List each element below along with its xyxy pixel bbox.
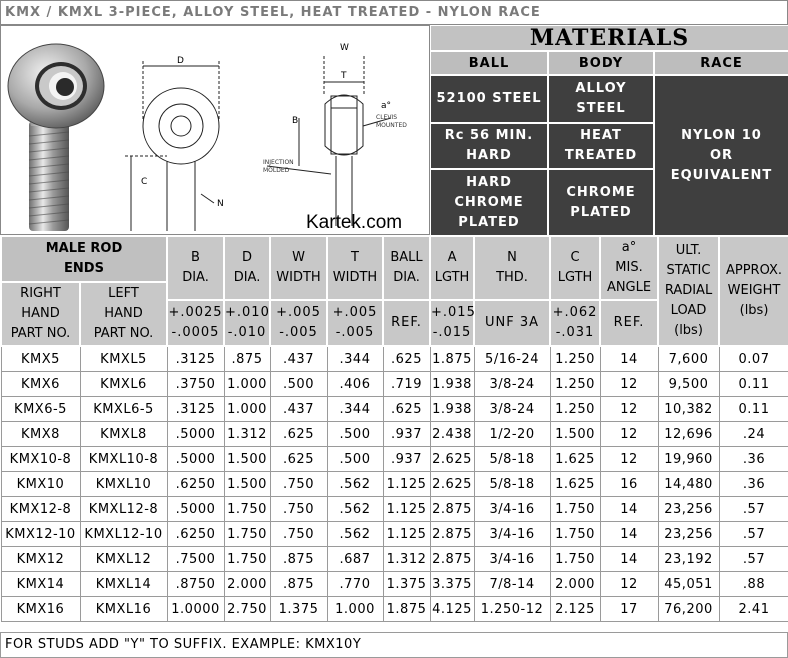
table-cell: 0.07 bbox=[719, 346, 788, 372]
left-hand-part-no: KMXL12 bbox=[80, 547, 167, 572]
injection-molded-note: INJECTION MOLDED bbox=[263, 159, 294, 174]
table-cell: .625 bbox=[270, 422, 327, 447]
table-cell: .36 bbox=[719, 472, 788, 497]
table-cell: 2.625 bbox=[430, 447, 474, 472]
table-cell: 2.625 bbox=[430, 472, 474, 497]
left-hand-part-no: KMXL12-10 bbox=[80, 522, 167, 547]
table-cell: .5000 bbox=[167, 497, 224, 522]
right-hand-part-no: KMX6 bbox=[1, 372, 80, 397]
table-cell: 1.000 bbox=[224, 372, 270, 397]
tol-d: +.010 -.010 bbox=[224, 300, 270, 346]
table-cell: .437 bbox=[270, 346, 327, 372]
front-view-drawing bbox=[125, 61, 219, 231]
right-hand-part-no: KMX12-8 bbox=[1, 497, 80, 522]
table-cell: 14 bbox=[600, 522, 658, 547]
table-cell: .625 bbox=[270, 447, 327, 472]
table-cell: .24 bbox=[719, 422, 788, 447]
table-cell: 12 bbox=[600, 397, 658, 422]
table-row bbox=[1, 346, 788, 372]
table-cell: .500 bbox=[327, 422, 383, 447]
table-cell: 12 bbox=[600, 372, 658, 397]
table-cell: 1.250 bbox=[550, 372, 600, 397]
table-cell: .5000 bbox=[167, 422, 224, 447]
page-title: KMX / KMXL 3-PIECE, ALLOY STEEL, HEAT TREATED - NYLON RACE bbox=[0, 0, 788, 25]
table-cell: 1.125 bbox=[383, 522, 430, 547]
table-cell: 1.125 bbox=[383, 472, 430, 497]
dim-b-label: B bbox=[292, 116, 299, 126]
left-hand-part-no: KMXL5 bbox=[80, 346, 167, 372]
table-cell: .750 bbox=[270, 472, 327, 497]
table-row bbox=[1, 397, 788, 422]
table-cell: .7500 bbox=[167, 547, 224, 572]
left-hand-part-no: KMXL16 bbox=[80, 597, 167, 622]
dim-w-label: W bbox=[340, 43, 349, 53]
table-cell: .500 bbox=[270, 372, 327, 397]
table-row bbox=[1, 547, 788, 572]
table-cell: 0.11 bbox=[719, 397, 788, 422]
table-cell: .875 bbox=[270, 547, 327, 572]
table-cell: .344 bbox=[327, 346, 383, 372]
col-ball-dia: BALL DIA. bbox=[383, 236, 430, 300]
table-cell: 7/8-14 bbox=[474, 572, 550, 597]
ball-material: 52100 STEEL bbox=[431, 76, 547, 122]
product-image-area bbox=[0, 25, 430, 235]
right-hand-part-no: KMX12 bbox=[1, 547, 80, 572]
clevis-mounted-note: CLEVIS MOUNTED bbox=[376, 114, 407, 129]
table-cell: .562 bbox=[327, 497, 383, 522]
right-hand-part-no: KMX6-5 bbox=[1, 397, 80, 422]
table-cell: .3125 bbox=[167, 397, 224, 422]
table-cell: 1.750 bbox=[550, 497, 600, 522]
rod-end-illustration bbox=[1, 26, 431, 236]
table-cell: 3.375 bbox=[430, 572, 474, 597]
table-cell: 5/8-18 bbox=[474, 472, 550, 497]
table-cell: 16 bbox=[600, 472, 658, 497]
materials-title: MATERIALS bbox=[431, 26, 788, 50]
table-cell: 2.41 bbox=[719, 597, 788, 622]
table-cell: .562 bbox=[327, 472, 383, 497]
table-cell: 3/4-16 bbox=[474, 497, 550, 522]
table-cell: .500 bbox=[327, 447, 383, 472]
spec-table-body bbox=[1, 346, 788, 622]
race-material: NYLON 10 OR EQUIVALENT bbox=[655, 76, 788, 235]
col-c-lgth: C LGTH bbox=[550, 236, 600, 300]
table-cell: 12,696 bbox=[658, 422, 719, 447]
table-cell: 1.875 bbox=[383, 597, 430, 622]
table-row bbox=[1, 472, 788, 497]
table-cell: 1.250 bbox=[550, 346, 600, 372]
table-cell: .406 bbox=[327, 372, 383, 397]
table-row bbox=[1, 522, 788, 547]
table-cell: .5000 bbox=[167, 447, 224, 472]
table-cell: 23,192 bbox=[658, 547, 719, 572]
dim-t-label: T bbox=[341, 71, 347, 81]
table-row bbox=[1, 447, 788, 472]
table-cell: .719 bbox=[383, 372, 430, 397]
table-cell: 2.875 bbox=[430, 547, 474, 572]
right-hand-header: RIGHT HAND PART NO. bbox=[1, 282, 80, 346]
table-cell: 1.750 bbox=[224, 547, 270, 572]
table-cell: 5/8-18 bbox=[474, 447, 550, 472]
table-cell: 76,200 bbox=[658, 597, 719, 622]
table-cell: 1.250 bbox=[550, 397, 600, 422]
table-cell: 1.625 bbox=[550, 447, 600, 472]
body-finish: CHROME PLATED bbox=[549, 170, 653, 235]
table-cell: .875 bbox=[224, 346, 270, 372]
col-radial-load: ULT. STATIC RADIAL LOAD (lbs) bbox=[658, 236, 719, 346]
table-cell: 1.938 bbox=[430, 397, 474, 422]
right-hand-part-no: KMX5 bbox=[1, 346, 80, 372]
table-cell: 1/2-20 bbox=[474, 422, 550, 447]
table-cell: 19,960 bbox=[658, 447, 719, 472]
table-cell: 2.438 bbox=[430, 422, 474, 447]
table-cell: 1.500 bbox=[224, 472, 270, 497]
table-cell: 14 bbox=[600, 346, 658, 372]
table-cell: .344 bbox=[327, 397, 383, 422]
table-cell: .3750 bbox=[167, 372, 224, 397]
table-cell: 2.125 bbox=[550, 597, 600, 622]
table-cell: 14 bbox=[600, 497, 658, 522]
table-cell: 1.500 bbox=[550, 422, 600, 447]
table-cell: 3/8-24 bbox=[474, 397, 550, 422]
materials-header-ball: BALL bbox=[431, 52, 547, 74]
tol-a: +.015 -.015 bbox=[430, 300, 474, 346]
col-t-width: T WIDTH bbox=[327, 236, 383, 300]
table-cell: 1.938 bbox=[430, 372, 474, 397]
left-hand-header: LEFT HAND PART NO. bbox=[80, 282, 167, 346]
materials-panel bbox=[430, 25, 788, 235]
col-n-thd: N THD. bbox=[474, 236, 550, 300]
table-cell: .937 bbox=[383, 422, 430, 447]
table-cell: .3125 bbox=[167, 346, 224, 372]
right-hand-part-no: KMX10 bbox=[1, 472, 80, 497]
table-cell: .937 bbox=[383, 447, 430, 472]
tol-w: +.005 -.005 bbox=[270, 300, 327, 346]
table-cell: .687 bbox=[327, 547, 383, 572]
table-cell: 45,051 bbox=[658, 572, 719, 597]
table-cell: .770 bbox=[327, 572, 383, 597]
table-cell: .437 bbox=[270, 397, 327, 422]
table-cell: 17 bbox=[600, 597, 658, 622]
table-cell: 2.875 bbox=[430, 522, 474, 547]
tol-b: +.0025 -.0005 bbox=[167, 300, 224, 346]
table-cell: 1.750 bbox=[224, 522, 270, 547]
ball-finish: HARD CHROME PLATED bbox=[431, 170, 547, 235]
col-w-width: W WIDTH bbox=[270, 236, 327, 300]
materials-header-body: BODY bbox=[549, 52, 653, 74]
table-cell: 23,256 bbox=[658, 522, 719, 547]
table-cell: 14,480 bbox=[658, 472, 719, 497]
table-cell: 23,256 bbox=[658, 497, 719, 522]
left-hand-part-no: KMXL10 bbox=[80, 472, 167, 497]
tol-c: +.062 -.031 bbox=[550, 300, 600, 346]
table-cell: .88 bbox=[719, 572, 788, 597]
table-cell: 10,382 bbox=[658, 397, 719, 422]
table-cell: .36 bbox=[719, 447, 788, 472]
table-cell: .562 bbox=[327, 522, 383, 547]
col-weight: APPROX. WEIGHT (lbs) bbox=[719, 236, 788, 346]
table-cell: 3/8-24 bbox=[474, 372, 550, 397]
table-cell: 1.750 bbox=[550, 547, 600, 572]
spec-table bbox=[0, 235, 788, 622]
table-cell: .6250 bbox=[167, 472, 224, 497]
body-material: ALLOY STEEL bbox=[549, 76, 653, 122]
table-cell: 1.312 bbox=[224, 422, 270, 447]
table-cell: 14 bbox=[600, 547, 658, 572]
table-cell: 2.000 bbox=[550, 572, 600, 597]
dim-d-label: D bbox=[177, 56, 184, 66]
male-rod-ends-header: MALE ROD ENDS bbox=[1, 236, 167, 282]
table-cell: 7,600 bbox=[658, 346, 719, 372]
table-cell: 1.875 bbox=[430, 346, 474, 372]
side-view-drawing bbox=[267, 56, 391, 226]
table-cell: 4.125 bbox=[430, 597, 474, 622]
dim-n-label: N bbox=[217, 199, 224, 209]
table-cell: 12 bbox=[600, 572, 658, 597]
tol-t: +.005 -.005 bbox=[327, 300, 383, 346]
left-hand-part-no: KMXL14 bbox=[80, 572, 167, 597]
table-cell: 1.500 bbox=[224, 447, 270, 472]
table-cell: 1.625 bbox=[550, 472, 600, 497]
table-cell: .750 bbox=[270, 522, 327, 547]
right-hand-part-no: KMX14 bbox=[1, 572, 80, 597]
table-cell: 3/4-16 bbox=[474, 522, 550, 547]
materials-header-race: RACE bbox=[655, 52, 788, 74]
left-hand-part-no: KMXL12-8 bbox=[80, 497, 167, 522]
table-cell: 1.000 bbox=[327, 597, 383, 622]
table-cell: 1.0000 bbox=[167, 597, 224, 622]
footer-note: FOR STUDS ADD "Y" TO SUFFIX. EXAMPLE: KMX10Y bbox=[0, 632, 788, 658]
table-cell: 9,500 bbox=[658, 372, 719, 397]
tol-n: UNF 3A bbox=[474, 300, 550, 346]
table-cell: .6250 bbox=[167, 522, 224, 547]
left-hand-part-no: KMXL6-5 bbox=[80, 397, 167, 422]
table-cell: 1.125 bbox=[383, 497, 430, 522]
table-cell: .57 bbox=[719, 497, 788, 522]
ball-hardness: Rc 56 MIN. HARD bbox=[431, 124, 547, 168]
table-cell: 2.750 bbox=[224, 597, 270, 622]
body-treatment: HEAT TREATED bbox=[549, 124, 653, 168]
table-row bbox=[1, 497, 788, 522]
col-b-dia: B DIA. bbox=[167, 236, 224, 300]
left-hand-part-no: KMXL10-8 bbox=[80, 447, 167, 472]
tol-angle: REF. bbox=[600, 300, 658, 346]
left-hand-part-no: KMXL8 bbox=[80, 422, 167, 447]
table-cell: 1.000 bbox=[224, 397, 270, 422]
table-cell: 5/16-24 bbox=[474, 346, 550, 372]
table-cell: 0.11 bbox=[719, 372, 788, 397]
col-a-lgth: A LGTH bbox=[430, 236, 474, 300]
left-hand-part-no: KMXL6 bbox=[80, 372, 167, 397]
table-row bbox=[1, 372, 788, 397]
table-cell: 1.250-12 bbox=[474, 597, 550, 622]
table-cell: 2.875 bbox=[430, 497, 474, 522]
table-cell: 3/4-16 bbox=[474, 547, 550, 572]
table-cell: 12 bbox=[600, 447, 658, 472]
right-hand-part-no: KMX16 bbox=[1, 597, 80, 622]
dim-a-label: a° bbox=[381, 101, 392, 111]
table-cell: .57 bbox=[719, 547, 788, 572]
table-cell: .625 bbox=[383, 346, 430, 372]
table-cell: 1.312 bbox=[383, 547, 430, 572]
table-cell: .875 bbox=[270, 572, 327, 597]
table-cell: 12 bbox=[600, 422, 658, 447]
table-cell: .625 bbox=[383, 397, 430, 422]
table-cell: 1.375 bbox=[270, 597, 327, 622]
right-hand-part-no: KMX8 bbox=[1, 422, 80, 447]
table-row bbox=[1, 572, 788, 597]
table-row bbox=[1, 597, 788, 622]
dim-c-label: C bbox=[141, 177, 148, 187]
table-cell: .57 bbox=[719, 522, 788, 547]
table-cell: 1.375 bbox=[383, 572, 430, 597]
table-cell: 1.750 bbox=[550, 522, 600, 547]
tol-ball: REF. bbox=[383, 300, 430, 346]
rod-end-photo bbox=[8, 44, 104, 231]
right-hand-part-no: KMX12-10 bbox=[1, 522, 80, 547]
table-cell: 1.750 bbox=[224, 497, 270, 522]
col-mis-angle: a° MIS. ANGLE bbox=[600, 236, 658, 300]
watermark: Kartek.com bbox=[306, 212, 403, 233]
col-d-dia: D DIA. bbox=[224, 236, 270, 300]
right-hand-part-no: KMX10-8 bbox=[1, 447, 80, 472]
table-cell: 2.000 bbox=[224, 572, 270, 597]
table-row bbox=[1, 422, 788, 447]
table-cell: .8750 bbox=[167, 572, 224, 597]
table-cell: .750 bbox=[270, 497, 327, 522]
